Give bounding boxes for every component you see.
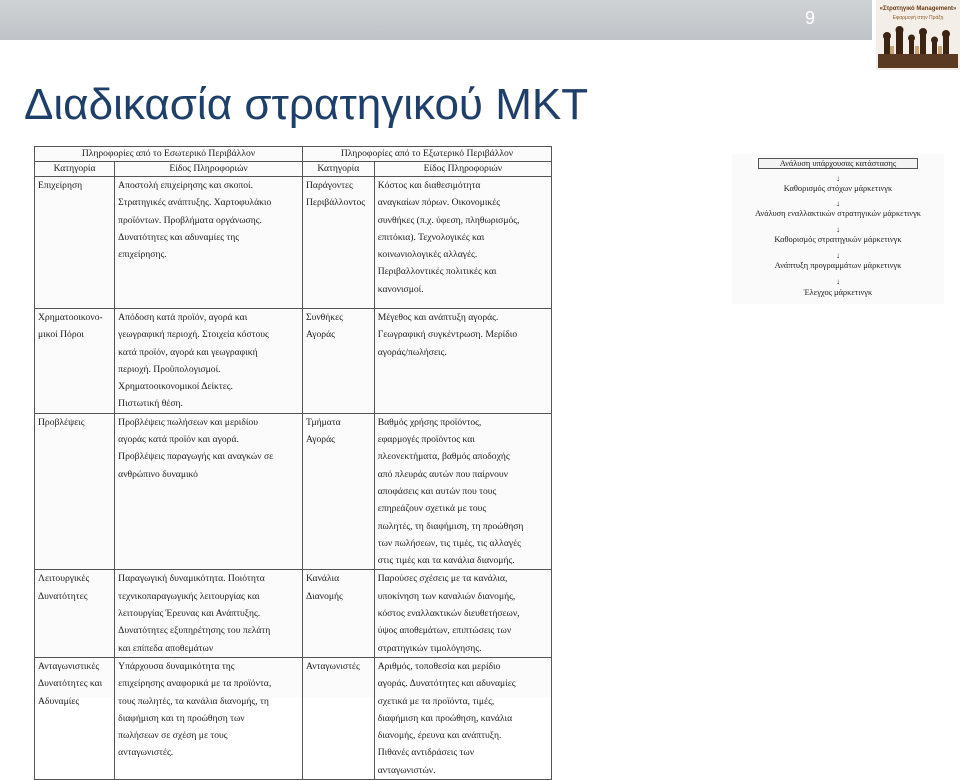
cell-line: λειτουργίας Έρευνας και Ανάπτυξης. bbox=[118, 608, 261, 620]
cell-line: πωλητές, τη διαφήμιση, τη προώθηση bbox=[377, 520, 524, 532]
cell-line: Αποστολή επιχείρησης και σκοποί. bbox=[118, 180, 254, 191]
internal-info-cell bbox=[115, 309, 303, 414]
cell-line: διαφήμιση και προώθηση, κανάλια bbox=[377, 712, 513, 724]
information-table bbox=[34, 146, 552, 780]
cell-line: Προβλέψεις παραγωγής και αναγκών σε bbox=[118, 451, 274, 463]
cell-line: κανονισμοί. bbox=[377, 283, 424, 295]
cell-line: αναγκαίων πόρων. Οικονομικές bbox=[377, 197, 501, 209]
flow-step: Ανάλυση υπάρχουσας κατάστασης bbox=[758, 158, 918, 169]
cell-line: εφαρμογές προϊόντος και bbox=[377, 434, 475, 446]
internal-info-cell bbox=[115, 177, 303, 309]
down-arrow-icon: ↓ bbox=[836, 199, 840, 208]
cell-line: Αγοράς bbox=[305, 329, 335, 341]
cell-line: Περιβάλλοντος bbox=[305, 197, 366, 209]
cell-line: επιχείρησης. bbox=[118, 249, 167, 261]
cell-line: κόστος εναλλακτικών διευθετήσεων, bbox=[377, 608, 520, 620]
cell-line: κατά προϊόν, αγορά και γεωγραφική bbox=[118, 346, 258, 358]
external-info-cell bbox=[374, 570, 551, 657]
cell-line: Συνθήκες bbox=[305, 312, 343, 323]
cell-line: Δυνατότητες εξυπηρέτησης του πελάτη bbox=[118, 625, 271, 637]
cell-line: πλεονεκτήματα, βαθμός αποδοχής bbox=[377, 451, 510, 463]
cell-line: στρατηγικών τιμολόγησης. bbox=[377, 642, 482, 654]
cell-line: επιτόκια). Τεχνολογικές και bbox=[377, 231, 485, 243]
cell-line: Μέγεθος και ανάπτυξη αγοράς. bbox=[377, 312, 499, 323]
column-header: Είδος Πληροφοριών bbox=[374, 162, 551, 177]
flow-step: Καθορισμός στόχων μάρκετινγκ bbox=[783, 184, 893, 193]
cell-line: ανθρώπινο δυναμικό bbox=[118, 468, 198, 480]
cell-line: Κόστος και διαθεσιμότητα bbox=[377, 180, 481, 191]
cell-line: Βαθμός χρήσης προϊόντος, bbox=[377, 416, 482, 428]
cell-line: τεχνικοπαραγωγικής λειτουργίας και bbox=[118, 590, 260, 602]
cell-line: Αγοράς bbox=[305, 434, 335, 446]
cell-line: Αριθμός, τοποθεσία και μερίδιο bbox=[377, 660, 501, 672]
cell-line: Υπάρχουσα δυναμικότητα της bbox=[118, 660, 235, 672]
cell-line: κοινωνιολογικές αλλαγές. bbox=[377, 249, 478, 261]
cell-line: Στρατηγικές ανάπτυξης. Χαρτοφυλάκιο bbox=[118, 197, 272, 209]
internal-category-cell bbox=[35, 413, 115, 570]
logo-subtitle: Εφαρμογή στην Πράξη bbox=[892, 15, 944, 21]
cell-line: Πιστωτική θέση. bbox=[118, 398, 183, 410]
table-row bbox=[35, 570, 552, 657]
internal-category-cell bbox=[35, 657, 115, 779]
cell-line: περιοχή. Προϋπολογισμοί. bbox=[118, 363, 221, 375]
cell-line: Παράγοντες bbox=[305, 180, 353, 191]
external-category-cell bbox=[302, 570, 374, 657]
cell-line: γεωγραφική περιοχή. Στοιχεία κόστους bbox=[118, 329, 269, 341]
cell-line: Επιχείρηση bbox=[38, 180, 83, 191]
external-info-cell bbox=[374, 657, 551, 779]
table-row bbox=[35, 657, 552, 779]
book-logo bbox=[876, 0, 960, 70]
cell-line: Τμήματα bbox=[305, 416, 341, 428]
cell-line: Παραγωγική δυναμικότητα. Ποιότητα bbox=[118, 573, 265, 585]
down-arrow-icon: ↓ bbox=[836, 174, 840, 183]
cell-line: Παρούσες σχέσεις με τα κανάλια, bbox=[377, 573, 508, 585]
flow-step: Ανάπτυξη προγραμμάτων μάρκετινγκ bbox=[774, 261, 902, 270]
cell-line: αγοράς κατά προϊόν και αγορά. bbox=[118, 434, 239, 446]
cell-line: συνθήκες (π.χ. ύφεση, πληθωρισμός, bbox=[377, 214, 520, 226]
chess-pieces-icon bbox=[878, 24, 958, 68]
internal-environment-header: Πληροφορίες από το Εσωτερικό Περιβάλλον bbox=[35, 147, 303, 162]
cell-line: πωλήσεων σε σχέση με τους bbox=[118, 730, 228, 742]
internal-info-cell bbox=[115, 570, 303, 657]
cell-line: από πλευράς αυτών που παίρνουν bbox=[377, 468, 509, 480]
cell-line: επιχείρησης αναφορικά με τα προϊόντα, bbox=[118, 678, 272, 690]
external-info-cell bbox=[374, 309, 551, 414]
cell-line: Απόδοση κατά προϊόν, αγορά και bbox=[118, 312, 248, 323]
internal-category-cell bbox=[35, 309, 115, 414]
flow-step: Καθορισμός στρατηγικών μάρκετινγκ bbox=[774, 235, 902, 244]
cell-line: αποφάσεις και αυτών που τους bbox=[377, 485, 497, 497]
external-info-cell bbox=[374, 177, 551, 309]
down-arrow-icon: ↓ bbox=[836, 225, 840, 234]
cell-line: Προβλέψεις bbox=[38, 416, 85, 428]
cell-line: Προβλέψεις πωλήσεων και μεριδίου bbox=[118, 416, 258, 428]
cell-line: επηρεάζουν σχετικά με τους bbox=[377, 503, 487, 515]
cell-line: Κανάλια bbox=[305, 573, 340, 585]
cell-line: Πιθανές αντιδράσεις των bbox=[377, 747, 475, 759]
slide-title: Διαδικασία στρατηγικού ΜΚΤ bbox=[24, 80, 589, 129]
cell-line: Αδυναμίες bbox=[38, 695, 80, 707]
cell-line: Δυνατότητες και αδυναμίες της bbox=[118, 231, 240, 243]
external-category-cell bbox=[302, 177, 374, 309]
cell-line: Περιβαλλοντικές πολιτικές και bbox=[377, 266, 497, 278]
cell-line: διανομής, έρευνα και ανάπτυξη. bbox=[377, 730, 502, 742]
cell-line: Χρηματοοικονο- bbox=[38, 312, 103, 323]
cell-line: Λειτουργικές bbox=[38, 573, 90, 585]
external-category-cell bbox=[302, 657, 374, 779]
header-bar bbox=[0, 0, 872, 40]
cell-line: Ανταγωνιστικές bbox=[38, 660, 100, 672]
information-table-image bbox=[34, 146, 552, 776]
cell-line: μικοί Πόροι bbox=[38, 329, 85, 341]
external-category-cell bbox=[302, 309, 374, 414]
cell-line: Χρηματοοικονομικοί Δείκτες. bbox=[118, 381, 233, 393]
cell-line: σχετικά με τα προϊόντα, τιμές, bbox=[377, 695, 495, 707]
external-environment-header: Πληροφορίες από το Εξωτερικό Περιβάλλον bbox=[302, 147, 551, 162]
marketing-process-flowchart bbox=[732, 154, 944, 304]
internal-category-cell bbox=[35, 177, 115, 309]
internal-info-cell bbox=[115, 657, 303, 779]
table-row bbox=[35, 413, 552, 570]
cell-line: Δυνατότητες και bbox=[38, 678, 103, 690]
internal-info-cell bbox=[115, 413, 303, 570]
column-header: Είδος Πληροφοριών bbox=[115, 162, 303, 177]
column-header: Κατηγορία bbox=[35, 162, 115, 177]
cell-line: Διανομής bbox=[305, 590, 343, 602]
cell-line: αγοράς. Δυνατότητες και αδυναμίες bbox=[377, 678, 516, 690]
cell-line: ανταγωνιστών. bbox=[377, 764, 436, 776]
cell-line: ύψος αποθεμάτων, επιπτώσεις των bbox=[377, 625, 512, 637]
cell-line: προϊόντων. Προβλήματα οργάνωσης. bbox=[118, 214, 262, 226]
cell-line: ανταγωνιστές. bbox=[118, 747, 174, 759]
logo-title: «Στρατηγικό Management» bbox=[879, 6, 957, 12]
cell-line: των πωλήσεων, τις τιμές, τις αλλαγές bbox=[377, 537, 521, 549]
cell-line: Δυνατότητες bbox=[38, 590, 88, 602]
table-row bbox=[35, 177, 552, 309]
cell-line: υποκίνηση των καναλιών διανομής, bbox=[377, 590, 516, 602]
external-info-cell bbox=[374, 413, 551, 570]
table-row bbox=[35, 309, 552, 414]
cell-line: Ανταγωνιστές bbox=[305, 660, 360, 672]
external-category-cell bbox=[302, 413, 374, 570]
cell-line: αγοράς/πωλήσεις. bbox=[377, 346, 447, 358]
flow-step: Ανάλυση εναλλακτικών στρατηγικών μάρκετινγκ bbox=[754, 209, 922, 218]
cell-line: τους πωλητές, τα κανάλια διανομής, τη bbox=[118, 695, 269, 707]
cell-line: στις τιμές και τα κανάλια διανομής. bbox=[377, 555, 515, 567]
cell-line: και επίπεδα αποθεμάτων bbox=[118, 642, 214, 654]
internal-category-cell bbox=[35, 570, 115, 657]
flow-step: Έλεγχος μάρκετινγκ bbox=[803, 288, 873, 297]
page-number: 9 bbox=[804, 8, 815, 28]
cell-line: Γεωγραφική συγκέντρωση. Μερίδιο bbox=[377, 329, 518, 341]
cell-line: διαφήμιση και τη προώθηση των bbox=[118, 712, 245, 724]
down-arrow-icon: ↓ bbox=[836, 277, 840, 286]
down-arrow-icon: ↓ bbox=[836, 251, 840, 260]
column-header: Κατηγορία bbox=[302, 162, 374, 177]
